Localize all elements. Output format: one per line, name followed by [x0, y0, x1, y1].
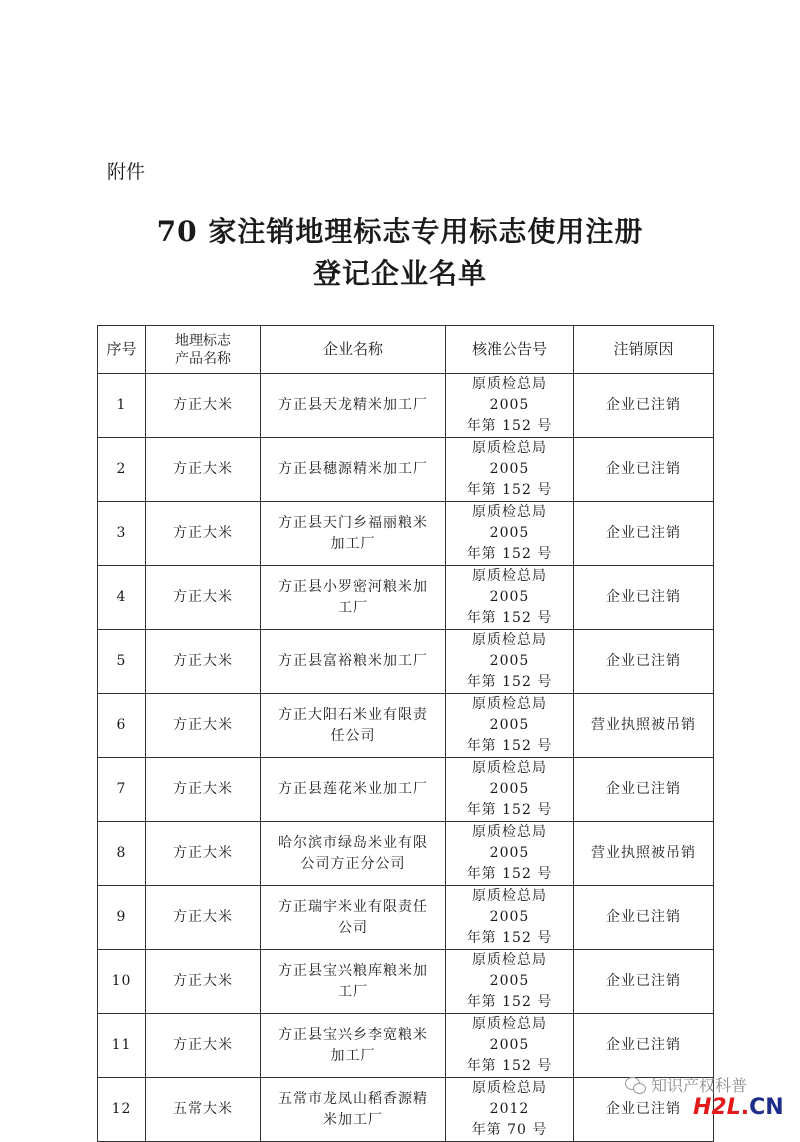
cell-company-line1: 方正县天龙精米加工厂	[278, 397, 428, 413]
cell-notice-line1: 原质检总局 2005	[472, 568, 547, 605]
table-row	[98, 1078, 714, 1142]
cell-seq: 4	[98, 566, 146, 630]
table-row	[98, 374, 714, 438]
wechat-icon	[625, 1076, 647, 1094]
document-title-line1: 70 家注销地理标志专用标志使用注册	[156, 215, 644, 248]
cell-reason: 企业已注销	[574, 630, 714, 694]
cell-company-line2: 公司方正分公司	[300, 855, 406, 872]
header-product	[146, 326, 261, 374]
cell-seq: 11	[98, 1014, 146, 1078]
cell-company	[261, 566, 446, 630]
cell-product: 方正大米	[146, 630, 261, 694]
cell-reason: 企业已注销	[574, 950, 714, 1014]
cell-notice	[446, 374, 574, 438]
cell-company-line2: 公司	[338, 919, 368, 936]
cell-company	[261, 758, 446, 822]
cell-notice	[446, 502, 574, 566]
cell-reason: 企业已注销	[574, 502, 714, 566]
cell-company-line1: 方正县穗源精米加工厂	[278, 461, 428, 477]
cell-notice	[446, 822, 574, 886]
header-seq: 序号	[98, 326, 146, 374]
table-row	[98, 630, 714, 694]
header-product-line1: 地理标志	[175, 332, 231, 349]
header-product-line2: 产品名称	[175, 350, 231, 367]
cell-notice-line1: 原质检总局 2005	[472, 1016, 547, 1053]
cell-company	[261, 1014, 446, 1078]
cell-company-line1: 方正县宝兴粮库粮米加	[278, 962, 428, 979]
cell-notice-line2: 年第 70 号	[471, 1122, 548, 1138]
cell-company	[261, 694, 446, 758]
site-logo	[693, 1095, 784, 1120]
cell-notice	[446, 630, 574, 694]
cell-product: 方正大米	[146, 502, 261, 566]
cell-company-line2: 任公司	[330, 727, 376, 744]
cell-notice-line1: 原质检总局 2005	[472, 376, 547, 413]
cell-company-line2: 米加工厂	[323, 1111, 383, 1128]
logo-h2l: H2L	[693, 1095, 741, 1120]
watermark-text: 知识产权科普	[651, 1076, 748, 1095]
cell-company-line2: 工厂	[338, 983, 368, 1000]
cell-notice	[446, 1078, 574, 1142]
cell-notice-line2: 年第 152 号	[466, 546, 553, 562]
cell-product: 方正大米	[146, 694, 261, 758]
table-row	[98, 822, 714, 886]
cell-notice-line2: 年第 152 号	[466, 866, 553, 882]
cell-seq: 10	[98, 950, 146, 1014]
cell-notice-line1: 原质检总局 2005	[472, 888, 547, 925]
cell-reason: 企业已注销	[574, 758, 714, 822]
cell-product: 方正大米	[146, 886, 261, 950]
cell-seq: 12	[98, 1078, 146, 1142]
cell-product: 方正大米	[146, 1014, 261, 1078]
table-header-row	[98, 326, 714, 374]
table-row	[98, 502, 714, 566]
cell-product: 五常大米	[146, 1078, 261, 1142]
logo-dot: .	[740, 1095, 750, 1120]
cell-reason: 企业已注销	[574, 438, 714, 502]
cell-notice	[446, 950, 574, 1014]
cell-seq: 5	[98, 630, 146, 694]
cell-company	[261, 886, 446, 950]
cell-company-line2: 加工厂	[330, 535, 376, 552]
table-row	[98, 438, 714, 502]
cell-company	[261, 1078, 446, 1142]
cell-seq: 7	[98, 758, 146, 822]
cell-reason: 企业已注销	[574, 1014, 714, 1078]
cell-notice-line1: 原质检总局 2005	[472, 632, 547, 669]
cell-company	[261, 822, 446, 886]
cell-company	[261, 438, 446, 502]
cell-notice-line2: 年第 152 号	[466, 738, 553, 754]
header-company: 企业名称	[261, 326, 446, 374]
cell-seq: 6	[98, 694, 146, 758]
cell-reason: 营业执照被吊销	[574, 694, 714, 758]
cell-notice-line2: 年第 152 号	[466, 482, 553, 498]
document-title-line2: 登记企业名单	[312, 257, 487, 290]
registration-table	[97, 325, 714, 1142]
cell-company-line1: 方正县莲花米业加工厂	[278, 781, 428, 797]
cell-notice-line1: 原质检总局 2005	[472, 696, 547, 733]
cell-reason: 营业执照被吊销	[574, 822, 714, 886]
cell-seq: 1	[98, 374, 146, 438]
cell-notice	[446, 1014, 574, 1078]
cell-notice-line1: 原质检总局 2005	[472, 952, 547, 989]
cell-company-line1: 哈尔滨市绿岛米业有限	[278, 834, 428, 851]
cell-company-line1: 方正县富裕粮米加工厂	[278, 653, 428, 669]
cell-notice	[446, 438, 574, 502]
cell-company	[261, 630, 446, 694]
cell-notice-line2: 年第 152 号	[466, 994, 553, 1010]
table-row	[98, 566, 714, 630]
cell-notice-line1: 原质检总局 2012	[472, 1080, 547, 1117]
cell-product: 方正大米	[146, 438, 261, 502]
cell-company	[261, 502, 446, 566]
cell-reason: 企业已注销	[574, 886, 714, 950]
cell-notice-line2: 年第 152 号	[466, 1058, 553, 1074]
cell-company-line1: 方正大阳石米业有限责	[278, 706, 428, 723]
cell-company	[261, 374, 446, 438]
watermark	[625, 1073, 747, 1096]
cell-product: 方正大米	[146, 950, 261, 1014]
cell-company-line2: 加工厂	[330, 1047, 376, 1064]
cell-reason: 企业已注销	[574, 374, 714, 438]
cell-notice-line1: 原质检总局 2005	[472, 504, 547, 541]
cell-notice-line1: 原质检总局 2005	[472, 760, 547, 797]
cell-company-line1: 方正瑞宇米业有限责任	[278, 898, 428, 915]
table-row	[98, 950, 714, 1014]
cell-notice-line2: 年第 152 号	[466, 802, 553, 818]
cell-company	[261, 950, 446, 1014]
cell-seq: 9	[98, 886, 146, 950]
cell-notice	[446, 886, 574, 950]
attachment-label: 附件	[107, 161, 146, 183]
cell-notice-line1: 原质检总局 2005	[472, 440, 547, 477]
cell-reason: 企业已注销	[574, 1078, 714, 1142]
cell-notice-line2: 年第 152 号	[466, 610, 553, 626]
cell-company-line1: 方正县宝兴乡李宽粮米	[278, 1026, 428, 1043]
cell-notice	[446, 758, 574, 822]
table-row	[98, 1014, 714, 1078]
table-row	[98, 694, 714, 758]
cell-notice	[446, 694, 574, 758]
cell-seq: 8	[98, 822, 146, 886]
cell-product: 方正大米	[146, 758, 261, 822]
cell-company-line1: 方正县小罗密河粮米加	[278, 578, 428, 595]
table-row	[98, 886, 714, 950]
cell-product: 方正大米	[146, 822, 261, 886]
cell-company-line1: 方正县天门乡福丽粮米	[278, 514, 428, 531]
header-reason: 注销原因	[574, 326, 714, 374]
cell-seq: 2	[98, 438, 146, 502]
cell-reason: 企业已注销	[574, 566, 714, 630]
cell-product: 方正大米	[146, 374, 261, 438]
header-notice: 核准公告号	[446, 326, 574, 374]
cell-company-line2: 工厂	[338, 599, 368, 616]
cell-notice-line1: 原质检总局 2005	[472, 824, 547, 861]
cell-product: 方正大米	[146, 566, 261, 630]
cell-seq: 3	[98, 502, 146, 566]
cell-notice-line2: 年第 152 号	[466, 674, 553, 690]
cell-notice-line2: 年第 152 号	[466, 418, 553, 434]
table-row	[98, 758, 714, 822]
cell-company-line1: 五常市龙凤山稻香源精	[278, 1090, 428, 1107]
cell-notice-line2: 年第 152 号	[466, 930, 553, 946]
cell-notice	[446, 566, 574, 630]
logo-cn: CN	[749, 1095, 784, 1120]
